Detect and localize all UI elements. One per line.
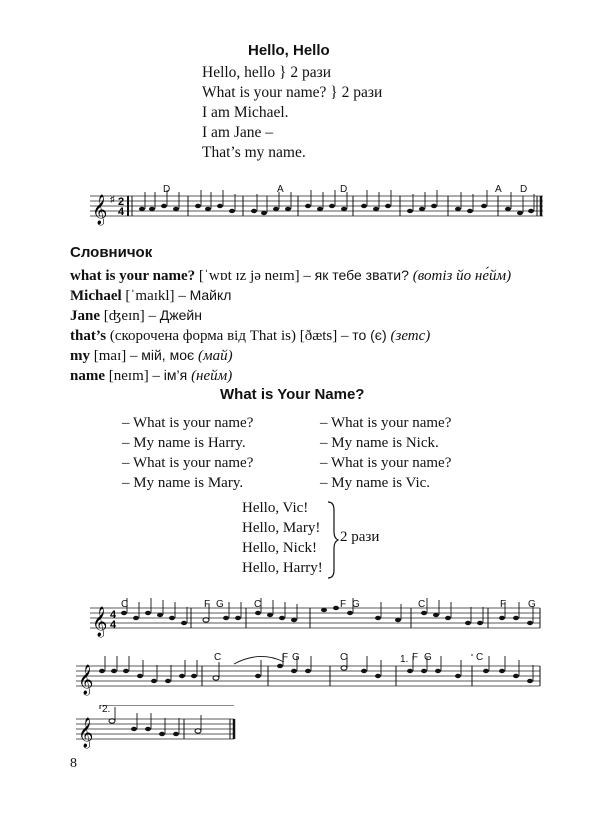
- chord-label: A: [495, 184, 502, 195]
- lyric-line: What is your name? } 2 рази: [202, 84, 383, 101]
- chord-label: F: [282, 652, 289, 663]
- dialogue-line: – What is your name?: [320, 455, 452, 471]
- svg-text:2: 2: [118, 196, 125, 208]
- treble-clef-icon: 𝄞: [92, 194, 108, 224]
- dialogue-line: – My name is Nick.: [320, 435, 439, 451]
- chord-label: G: [216, 599, 224, 610]
- hello-verse: [242, 500, 323, 580]
- treble-clef-icon: 𝄞: [92, 606, 108, 636]
- music-staff-row1: [88, 598, 548, 638]
- chord-label: C: [121, 599, 129, 610]
- svg-text:4: 4: [110, 619, 117, 631]
- chord-label: A: [277, 184, 284, 195]
- vocab-item: Jane [ʤeɪn] – Джейн: [70, 307, 202, 324]
- chord-label: G: [352, 599, 360, 610]
- chord-label: F: [204, 599, 211, 610]
- svg-text:♯: ♯: [110, 194, 115, 204]
- chord-label: C: [476, 652, 484, 663]
- chord-label: C: [418, 599, 426, 610]
- chord-label: F: [340, 599, 347, 610]
- hello-line: Hello, Vic!: [242, 500, 309, 516]
- chord-label: F: [412, 652, 419, 663]
- chord-label: C: [254, 599, 262, 610]
- vocab-item: what is your name? [ˈwɒt ɪz jə neɪm] – як тебе звати? (вотіз йо не́йм): [70, 267, 512, 284]
- song-lyrics-hello-hello: [202, 63, 382, 163]
- treble-clef-icon: 𝄞: [78, 717, 94, 747]
- vocab-item: my [maɪ] – мій, моє (май): [70, 347, 233, 364]
- repeat-label: 2 рази: [340, 529, 380, 545]
- dialogue-line: – What is your name?: [320, 415, 452, 431]
- music-staff-hello-hello: [88, 180, 548, 230]
- chord-label: D: [520, 184, 528, 195]
- lyric-line: Hello, hello } 2 рази: [202, 64, 332, 81]
- chord-label: G: [528, 599, 536, 610]
- brace-icon: [326, 500, 340, 580]
- music-staff-row3: [74, 705, 244, 749]
- song-title-what-is-your-name: What is Your Name?: [220, 386, 365, 403]
- vocab-item: name [neɪm] – ім’я (нейм): [70, 367, 233, 384]
- chord-label: F: [500, 599, 507, 610]
- hello-line: Hello, Harry!: [242, 560, 323, 576]
- vocab-heading: Словничок: [70, 244, 153, 261]
- vocab-item: Michael [ˈmaɪkl] – Майкл: [70, 287, 232, 304]
- notes: [139, 204, 534, 215]
- dialogue-left: [122, 415, 253, 495]
- chord-label: D: [340, 184, 348, 195]
- lyric-line: That’s my name.: [202, 144, 306, 161]
- chord-label: D: [163, 184, 171, 195]
- dialogue-right: [320, 415, 451, 495]
- vocab-item: that’s (скорочена форма від That is) [ðæts] – то (є) (зетс): [70, 327, 431, 344]
- lyric-line: I am Michael.: [202, 104, 289, 121]
- dialogue-line: – What is your name?: [122, 455, 254, 471]
- volta-1-label: 1.: [400, 654, 409, 665]
- hello-line: Hello, Mary!: [242, 520, 321, 536]
- svg-text:4: 4: [110, 609, 117, 621]
- chord-label: G: [424, 652, 432, 663]
- chord-label: C: [340, 652, 348, 663]
- dialogue-line: – My name is Harry.: [122, 435, 246, 451]
- dialogue-line: – What is your name?: [122, 415, 254, 431]
- dialogue-line: – My name is Mary.: [122, 475, 244, 491]
- treble-clef-icon: 𝄞: [78, 664, 94, 694]
- hello-line: Hello, Nick!: [242, 540, 317, 556]
- dialogue-line: – My name is Vic.: [320, 475, 431, 491]
- volta-2-label: 2.: [102, 704, 111, 715]
- lyric-line: I am Jane –: [202, 124, 274, 141]
- chord-label: G: [292, 652, 300, 663]
- song-title-hello-hello: Hello, Hello: [248, 42, 330, 59]
- svg-text:4: 4: [118, 206, 125, 218]
- page-number: 8: [70, 756, 77, 771]
- chord-label: C: [214, 652, 222, 663]
